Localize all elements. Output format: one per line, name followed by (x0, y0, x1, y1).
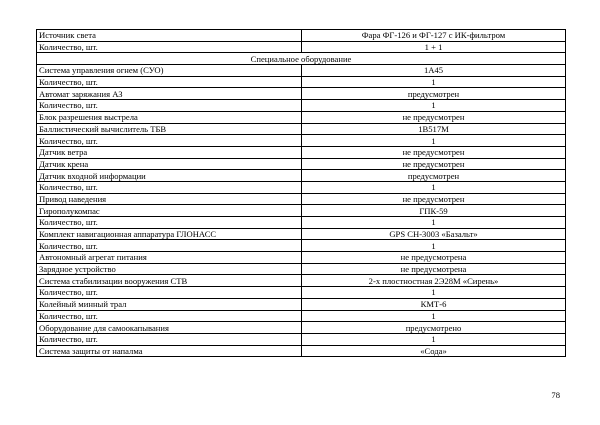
parameter-name-cell: Оборудование для самоокапывания (37, 322, 302, 334)
parameter-name-cell: Количество, шт. (37, 287, 302, 299)
parameter-name-cell: Автомат заряжания АЗ (37, 88, 302, 100)
parameter-name-cell: Датчик входной информации (37, 170, 302, 182)
specification-table (36, 29, 566, 357)
parameter-value-cell: «Сода» (302, 345, 566, 357)
parameter-value-cell: 1 (302, 310, 566, 322)
parameter-value-cell: 1В517М (302, 123, 566, 135)
table-row (37, 170, 566, 182)
parameter-name-cell: Гирополукомпас (37, 205, 302, 217)
parameter-name-cell: Комплект навигационная аппаратура ГЛОНАСС (37, 228, 302, 240)
parameter-value-cell: не предусмотрена (302, 252, 566, 264)
table-row (37, 111, 566, 123)
parameter-value-cell: 1 (302, 76, 566, 88)
table-row (37, 345, 566, 357)
parameter-value-cell: КМТ-6 (302, 298, 566, 310)
table-row (37, 88, 566, 100)
parameter-name-cell: Количество, шт. (37, 76, 302, 88)
specification-table-body (37, 30, 566, 357)
parameter-value-cell: ГПК-59 (302, 205, 566, 217)
parameter-name-cell: Количество, шт. (37, 41, 302, 53)
parameter-value-cell: 1 (302, 240, 566, 252)
table-row (37, 181, 566, 193)
parameter-name-cell: Количество, шт. (37, 240, 302, 252)
table-row (37, 333, 566, 345)
parameter-value-cell: 1 (302, 181, 566, 193)
parameter-name-cell: Автономный агрегат питания (37, 252, 302, 264)
parameter-value-cell: 1 (302, 287, 566, 299)
parameter-name-cell: Датчик ветра (37, 146, 302, 158)
parameter-value-cell: не предусмотрен (302, 193, 566, 205)
table-row (37, 30, 566, 42)
table-row (37, 228, 566, 240)
parameter-name-cell: Количество, шт. (37, 181, 302, 193)
section-row (37, 53, 566, 65)
parameter-name-cell: Количество, шт. (37, 135, 302, 147)
table-row (37, 252, 566, 264)
table-row (37, 135, 566, 147)
parameter-value-cell: GPS СН-3003 «Базальт» (302, 228, 566, 240)
parameter-value-cell: 1 (302, 100, 566, 112)
table-row (37, 123, 566, 135)
parameter-name-cell: Датчик крена (37, 158, 302, 170)
parameter-value-cell: предусмотрен (302, 170, 566, 182)
table-row (37, 100, 566, 112)
table-row (37, 76, 566, 88)
parameter-value-cell: 1А45 (302, 65, 566, 77)
parameter-name-cell: Количество, шт. (37, 333, 302, 345)
parameter-name-cell: Количество, шт. (37, 310, 302, 322)
parameter-name-cell: Количество, шт. (37, 217, 302, 229)
parameter-name-cell: Система защиты от напалма (37, 345, 302, 357)
parameter-value-cell: предусмотрено (302, 322, 566, 334)
parameter-name-cell: Источник света (37, 30, 302, 42)
parameter-name-cell: Система стабилизации вооружения СТВ (37, 275, 302, 287)
table-row (37, 263, 566, 275)
table-row (37, 65, 566, 77)
parameter-name-cell: Количество, шт. (37, 100, 302, 112)
parameter-name-cell: Баллистический вычислитель ТБВ (37, 123, 302, 135)
table-row (37, 193, 566, 205)
parameter-name-cell: Блок разрешения выстрела (37, 111, 302, 123)
parameter-value-cell: не предусмотрен (302, 158, 566, 170)
parameter-name-cell: Привод наведения (37, 193, 302, 205)
parameter-value-cell: 1 (302, 217, 566, 229)
table-row (37, 217, 566, 229)
page-number: 78 (551, 390, 560, 400)
parameter-value-cell: не предусмотрена (302, 263, 566, 275)
table-row (37, 298, 566, 310)
table-row (37, 310, 566, 322)
parameter-name-cell: Зарядное устройство (37, 263, 302, 275)
parameter-value-cell: 1 + 1 (302, 41, 566, 53)
table-row (37, 240, 566, 252)
table-row (37, 205, 566, 217)
table-row (37, 275, 566, 287)
parameter-value-cell: Фара ФГ-126 и ФГ-127 с ИК-фильтром (302, 30, 566, 42)
table-row (37, 322, 566, 334)
parameter-value-cell: 1 (302, 333, 566, 345)
table-row (37, 41, 566, 53)
parameter-name-cell: Колейный минный трал (37, 298, 302, 310)
section-title: Специальное оборудование (37, 53, 566, 65)
parameter-name-cell: Система управления огнем (СУО) (37, 65, 302, 77)
table-row (37, 158, 566, 170)
parameter-value-cell: не предусмотрен (302, 146, 566, 158)
parameter-value-cell: 2-х плостностная 2Э28М «Сирень» (302, 275, 566, 287)
parameter-value-cell: предусмотрен (302, 88, 566, 100)
table-row (37, 146, 566, 158)
table-row (37, 287, 566, 299)
parameter-value-cell: не предусмотрен (302, 111, 566, 123)
parameter-value-cell: 1 (302, 135, 566, 147)
